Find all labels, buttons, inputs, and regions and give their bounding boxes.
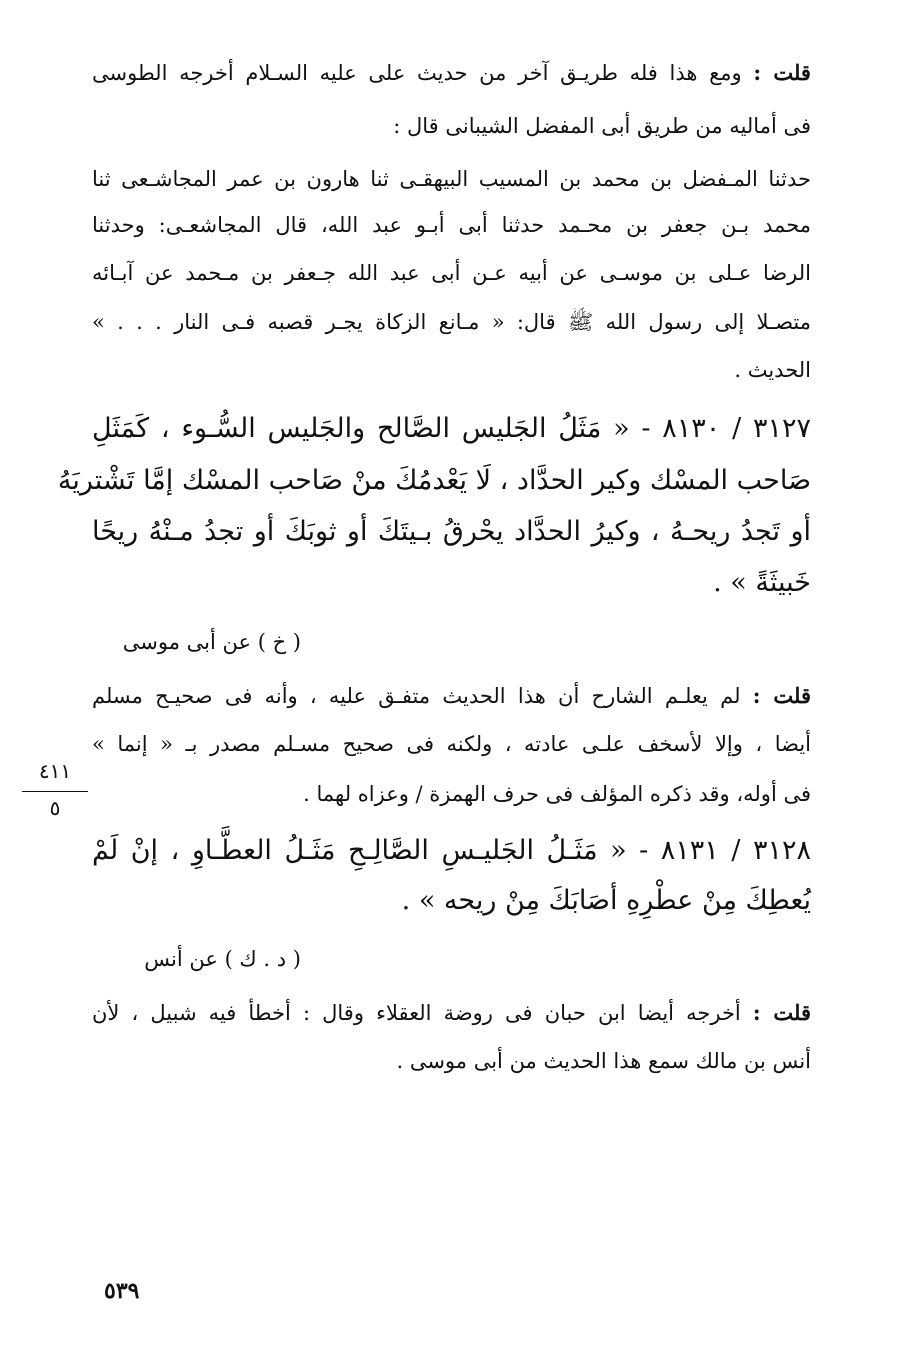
hadith-line: يُعطِكَ مِنْ عطْرِهِ أصَابَكَ مِنْ ريحه » .: [401, 885, 811, 916]
qult-label: قلت :: [753, 60, 811, 85]
page-number: ٥٣٩: [104, 1278, 140, 1304]
text-line: أيضا ، وإلا لأسخف علـى عادته ، ولكنه فى صحيح مسـلم مصدر بـ « إنما »: [92, 732, 811, 756]
text-line: حدثنا المـفضل بن محمد بن المسيب البيهقـى ثنا هارون بن عمر المجاشـعى ثنا: [92, 167, 811, 191]
text-line: فى أماليه من طريق أبى المفضل الشيبانى قال :: [393, 114, 811, 138]
margin-note-rule: [22, 791, 88, 792]
margin-note-bottom: ٥: [49, 796, 61, 820]
text-line: قلت : لم يعلـم الشارح أن هذا الحديث متفـق عليه ، وأنه فى صحيـح مسلم: [92, 683, 811, 708]
hadith-source: ( د . ك ) عن أنس: [144, 947, 301, 971]
text-line: الرضا عـلى بن موسـى عن أبيه عـن أبى عبد الله جـعفر بن مـحمد عن آبـائه: [92, 261, 811, 285]
text-line: متصـلا إلى رسول الله ﷺ قال: « مـانع الزكاة يجـر قصبه فـى النار . . . »: [92, 310, 811, 334]
text-line: أنس بن مالك سمع هذا الحديث من أبى موسى .: [396, 1049, 811, 1073]
text-line: الحديث .: [734, 358, 811, 382]
hadith-line: أو تَجدُ ريحـهُ ، وكيرُ الحدَّاد يحْرقُ بـيتَكَ أو ثوبَكَ أو تجدُ مـنْهُ ريحًا: [92, 516, 811, 547]
qult-label: قلت :: [752, 1000, 811, 1025]
hadith-line: ٣١٢٧ / ٨١٣٠ - « مَثَلُ الجَليس الصَّالح والجَليس السُّـوء ، كَمَثَلِ: [92, 413, 811, 444]
margin-note-top: ٤١١: [38, 759, 72, 783]
hadith-line: صَاحب المسْك وكير الحدَّاد ، لَا يَعْدمُكَ منْ صَاحب المسْك إمَّا تَشْتريَهُ: [57, 465, 811, 496]
hadith-line: ٣١٢٨ / ٨١٣١ - « مَثَـلُ الجَليـسِ الصَّالِـحِ مَثَـلُ العطَّـاوِ ، إنْ لَمْ: [92, 835, 812, 866]
text-line: قلت : ومع هذا فله طريـق آخر من حديث على عليه السـلام أخرجه الطوسى: [92, 60, 811, 85]
text-line: محمد بـن جعفر بن محـمد حدثنا أبى أبـو عبد الله، قال المجاشعـى: وحدثنا: [92, 213, 811, 237]
text-line: قلت : أخرجه أيضا ابن حبان فى روضة العقلاء وقال : أخطأ فيه شبيل ، لأن: [92, 1000, 811, 1025]
hadith-line: خَبيثَةً » .: [713, 567, 811, 598]
qult-label: قلت :: [752, 683, 811, 708]
text-line: فى أوله، وقد ذكره المؤلف فى حرف الهمزة / وعزاه لهما .: [303, 782, 811, 806]
hadith-source: ( خ ) عن أبى موسى: [122, 630, 301, 654]
